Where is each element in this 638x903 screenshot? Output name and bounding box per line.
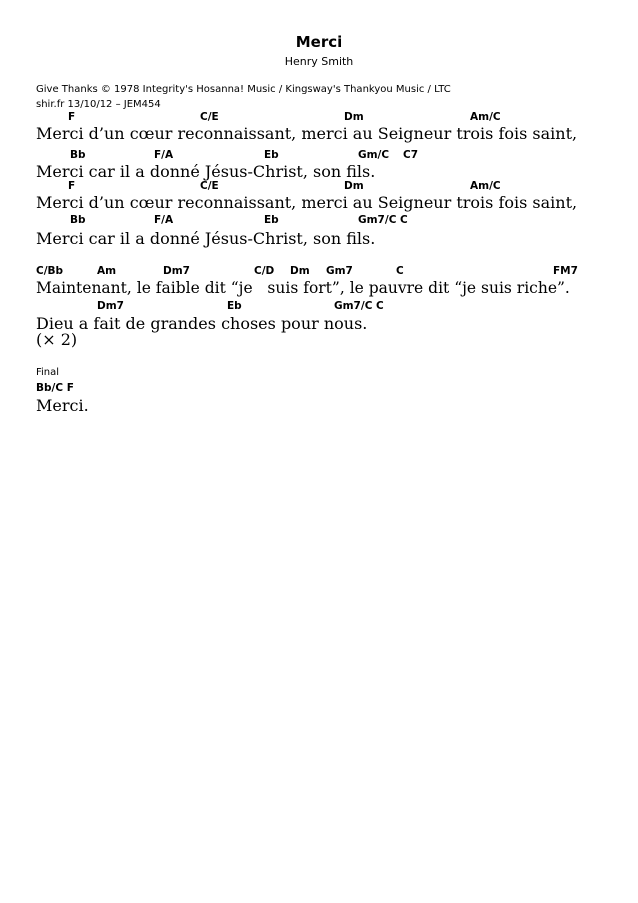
chord: Bb: [70, 214, 86, 226]
chord: C/E: [200, 180, 219, 192]
chord: C/E: [200, 111, 219, 123]
lyric-line: Merci.: [36, 396, 89, 415]
chord: Bb: [70, 149, 86, 161]
copyright-line: Give Thanks © 1978 Integrity's Hosanna! Music / Kingsway's Thankyou Music / LTC: [36, 84, 451, 95]
chord: Gm7/C C: [334, 300, 384, 312]
chord: C: [396, 265, 404, 277]
chord: Dm7: [163, 265, 190, 277]
chord: FM7: [553, 265, 578, 277]
chord: C/D: [254, 265, 275, 277]
chord: Dm: [344, 180, 364, 192]
chord-line: Bb/C F: [36, 382, 74, 394]
lyric-line: Maintenant, le faible dit “je suis fort”, le pauvre dit “je suis riche”.: [36, 279, 570, 297]
chord: Gm7: [326, 265, 353, 277]
chord: F: [68, 111, 76, 123]
lyric-line: Merci d’un cœur reconnaissant, merci au Seigneur trois fois saint,: [36, 124, 578, 143]
chord: C7: [403, 149, 419, 161]
final-label: Final: [36, 367, 60, 378]
chord: Dm7: [97, 300, 124, 312]
chord: F/A: [154, 149, 174, 161]
lyric-line: Merci car il a donné Jésus-Christ, son fils.: [36, 229, 376, 248]
repeat-marker: (× 2): [36, 330, 78, 349]
chord: Eb: [227, 300, 242, 312]
chord: Eb: [264, 149, 279, 161]
chord: Gm7/C C: [358, 214, 408, 226]
chord: F/A: [154, 214, 174, 226]
song-title: Merci: [295, 33, 343, 51]
source-line: shir.fr 13/10/12 – JEM454: [36, 99, 161, 110]
chord: Eb: [264, 214, 279, 226]
lyric-line: Merci car il a donné Jésus-Christ, son fils.: [36, 162, 376, 181]
lyric-line: Merci d’un cœur reconnaissant, merci au Seigneur trois fois saint,: [36, 193, 578, 212]
chord: F: [68, 180, 76, 192]
chord: Am/C: [470, 111, 501, 123]
chord: Am/C: [470, 180, 501, 192]
lyric-line: Dieu a fait de grandes choses pour nous.: [36, 314, 368, 333]
chord: Dm: [344, 111, 364, 123]
song-author: Henry Smith: [284, 55, 354, 68]
chord: C/Bb: [36, 265, 64, 277]
chord: Gm/C: [358, 149, 390, 161]
chord: Dm: [290, 265, 310, 277]
chord: Am: [97, 265, 117, 277]
